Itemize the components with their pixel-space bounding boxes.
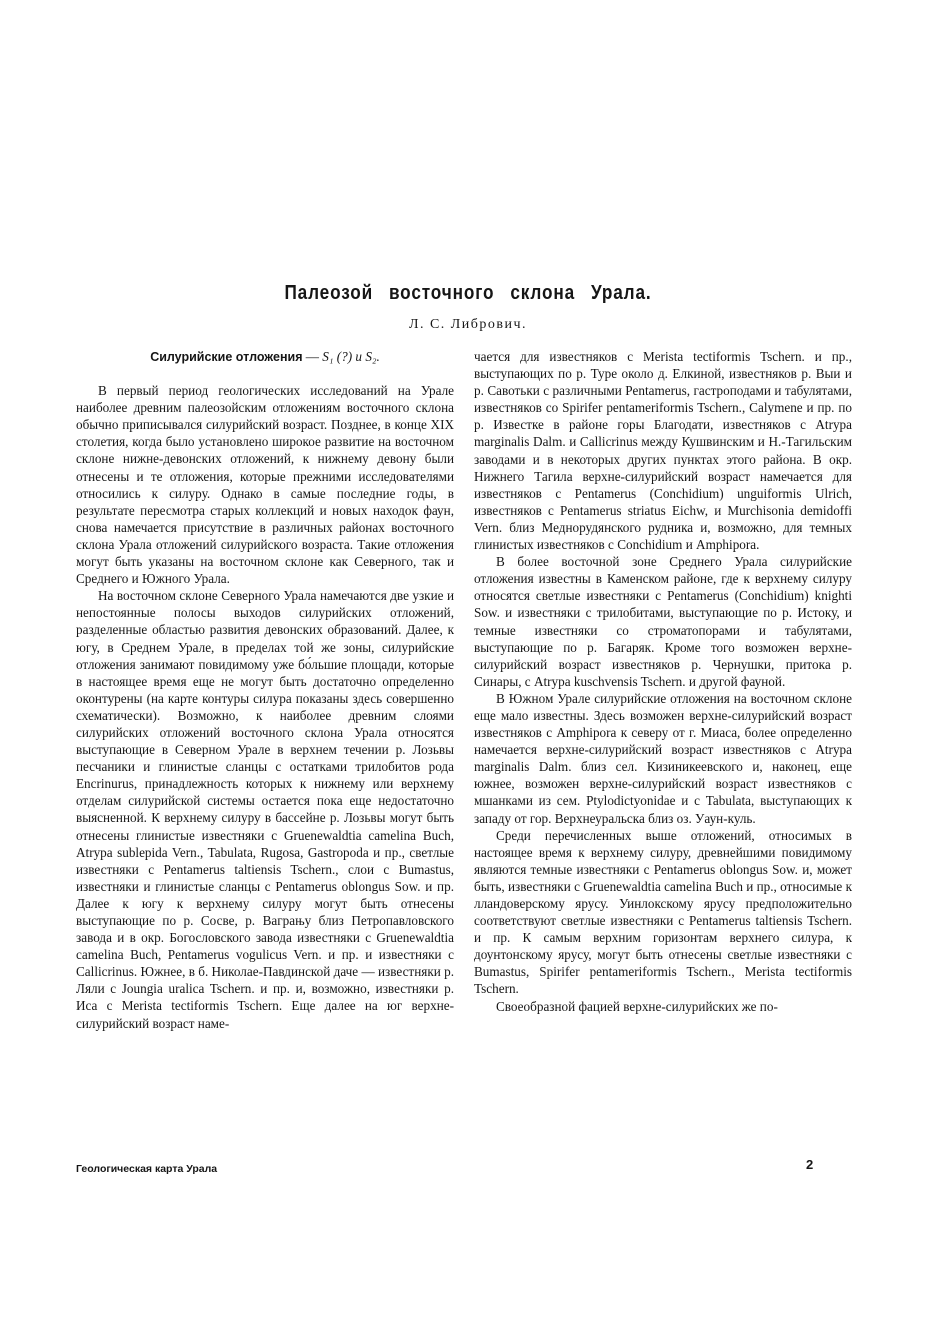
section-heading-formula: S₁ (?) и S₂. bbox=[322, 349, 380, 364]
paragraph: чается для известняков с Merista tectiformis Tschern. и пр., выступающих по р. Туре около д. Елкиной, известняков р. Выи и р. Савотьки с различными Pentamerus, гастроподами и табулятами, известняков со Spirifer pentameriformis Tschern., Calymene и пр. по р. Известке в районе горы Благодати, известняков с Atrypa marginalis Dalm. и Callicrinus между Кушвинским и Н.-Тагильским заводами и в некоторых других пунктах этого района. В окр. Нижнего Тагила верхне-силурийский возраст намечается для известняков с Pentamerus (Conchidium) unguiformis Ulrich, известняков с Pentamerus striatus Eichw, и Murchisonia demidoffi Vern. близ Меднорудянского рудника и, возможно, для темных глинистых известняков с Conchidium и Amphipora. bbox=[474, 349, 852, 553]
paragraph: Среди перечисленных выше отложений, относимых в настоящее время к верхнему силуру, древнейшими повидимому являются темные известняки с Pentamerus oblongus Sow. и, может быть, известняки с Gruenewaldtia camelina Buch и пр., относимые к лландоверскому ярусу. Уинлокскому ярусу предположительно соответствуют светлые известняки с Pentamerus taltiensis Tschern. и пр. К самым верхним горизонтам верхнего силура, к доунтонскому ярусу, могут быть отнесены светлые известняки с Bumastus, Spirifer pentameriformis Tschern., Merista tectiformis Tschern. bbox=[474, 827, 852, 997]
left-column bbox=[76, 348, 454, 1032]
article-title: Палеозой восточного склона Урала. bbox=[284, 282, 652, 304]
paragraph: В более восточной зоне Среднего Урала силурийские отложения известны в Каменском районе, где к верхнему силуру относятся светлые известняки с Pentamerus (Conchidium) knighti Sow. и известняки с трилобитами, выступающие по р. Истоку, и темные известняки со строматопорами и табулятами, выступающие по р. Багаряк. Кроме того возможен верхне-силурийский возраст известняков р. Чернушки, притока р. Синары, с Atrypa kuschvensis Tschern. и другой фауной. bbox=[474, 554, 852, 689]
page-number: 2 bbox=[806, 1157, 814, 1172]
section-heading-title: Силурийские отложения bbox=[150, 350, 303, 364]
section-heading bbox=[76, 348, 454, 366]
section-heading-dash: — bbox=[302, 349, 323, 364]
paragraph: На восточном склоне Северного Урала намечаются две узкие и непостоянные полосы выходов силурийских отложений, разделенные областью развития девонских образований. Далее, к югу, в Среднем Урале, в пределах той же зоны, силурийские отложения занимают повидимому уже бо́льшие площади, которые в настоящее время еще не могут быть достаточно определенно оконтурены (на карте контуры силура показаны здесь совершенно схематически). Возможно, к наиболее древним слоями силурийских отложений восточного склона Урала относятся выступающие в Северном Урале в верхнем течении р. Лозьвы песчаники и глинистые сланцы с остатками трилобитов рода Encrinurus, принадлежность которых к нижнему или верхнему отделам силурийской системы остается пока еще недостаточно выясненной. К верхнему силуру в бассейне р. Лозьвы могут быть отнесены глинистые известняки с Gruenewaldtia camelina Buch, Atrypa sublepida Vern., Tabulata, Rugosa, Gastropoda и пр., светлые известняки с Pentamerus taltiensis Tschern., слои с Bumastus, известняки и глинистые сланцы с Pentamerus oblongus Sow. и пр. Далее к югу к верхнему силуру могут быть отнесены выступающие по р. Сосве, р. Вагрању близ Петропавловского завода и в окр. Богословского завода известняки с Gruenewaldtia camelina Buch, Pentamerus vogulicus Vern. и пр. и известняки с Callicrinus. Южнее, в б. Николае-Павдинской даче — известняки р. Ляли с Joungia uralica Tschern. и пр. и, возможно, известняки р. Иса с Merista tectiformis Tschern. Еще далее на юг верхне-силурийский возраст наме- bbox=[76, 588, 454, 1031]
right-column bbox=[474, 348, 852, 1015]
paragraph: В первый период геологических исследований на Урале наиболее древним палеозойским отложениям восточного склона обычно приписывался силурийский возраст. Позднее, в конце XIX столетия, когда было установлено широкое развитие на восточном склоне нижне-девонских отложений, к нижнему девону были отнесены и те отложения, которые прежними исследователями относились к силуру. Однако в самые последние годы, в результате пересмотра старых коллекций и новых находок фаун, снова намечается присутствие в различных районах восточного склона Урала отложений силурийского возраста. Такие отложения могут быть указаны на восточном склоне как Северного, так и Среднего и Южного Урала. bbox=[76, 383, 454, 587]
footer-title: Геологическая карта Урала bbox=[76, 1163, 218, 1175]
article-author: Л. С. Либрович. bbox=[408, 317, 528, 332]
paragraph: В Южном Урале силурийские отложения на восточном склоне еще мало известны. Здесь возможен верхне-силурийский возраст известняков с Amphipora к северу от г. Миаса, более определенно намечается верхне-силурийский возраст известняков с Atrypa marginalis Dalm. близ сел. Кизиникеевского и, наконец, еще южнее, возможен верхне-силурийский возраст известняков с мшанками из сем. Ptylodictyonidae и с Tabulata, выступающих к западу от гор. Верхнеуральска близ оз. Уаун-куль. bbox=[474, 690, 852, 826]
paragraph: Своеобразной фацией верхне-силурийских же по- bbox=[496, 998, 778, 1014]
